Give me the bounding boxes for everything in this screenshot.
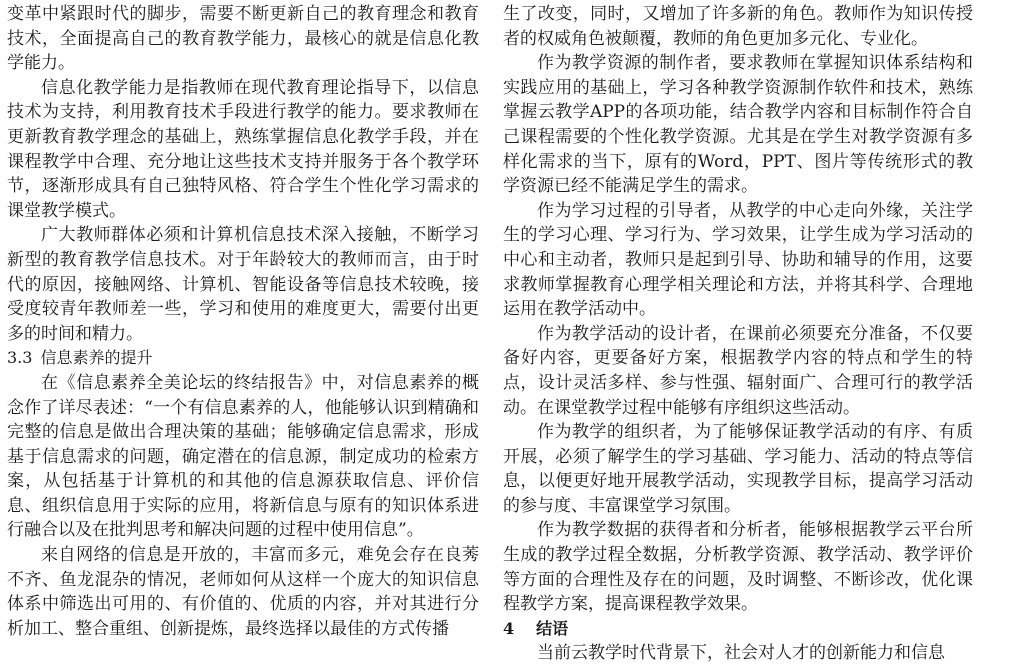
section-heading-3-3 [7, 346, 479, 371]
section-title: 结语 [536, 618, 569, 638]
paragraph: 生了改变，同时，又增加了许多新的角色。教师作为知识传授者的权威角色被颠覆，教师的角色更加多元化、专业化。 [503, 4, 973, 49]
right-column [503, 2, 973, 666]
paragraph: 作为教学数据的获得者和分析者，能够根据教学云平台所生成的教学过程全数据，分析教学资源、教学活动、教学评价等方面的合理性及存在的问题，及时调整、不断诊改，优化课程教学方案，提高课程教学效果。 [503, 520, 973, 615]
paragraph: 变革中紧跟时代的脚步，需要不断更新自己的教育理念和教育技术，全面提高自己的教育教学能力，最核心的就是信息化教学能力。 [7, 4, 479, 74]
section-number: 4 [503, 618, 515, 638]
section-title: 信息素养的提升 [40, 348, 153, 368]
left-column [7, 2, 479, 641]
paragraph: 信息化教学能力是指教师在现代教育理论指导下，以信息技术为支持，利用教育技术手段进行教学的能力。要求教师在更新教育教学理念的基础上，熟练掌握信息化教学手段，并在课程教学中合理、充分地让这些技术支持并服务于各个教学环节，逐渐形成具有自己独特风格、符合学生个性化学习需求的课堂教学模式。 [7, 77, 479, 221]
section-heading-4 [503, 617, 973, 642]
section-number: 3.3 [7, 348, 33, 368]
paragraph: 广大教师群体必须和计算机信息技术深入接触，不断学习新型的教育教学信息技术。对于年龄较大的教师而言，由于时代的原因，接触网络、计算机、智能设备等信息技术较晚，接受度较青年教师差一些，学习和使用的难度更大，需要付出更多的时间和精力。 [7, 225, 479, 344]
paragraph: 作为教学活动的设计者，在课前必须要充分准备，不仅要备好内容，更要备好方案，根据教学内容的特点和学生的特点，设计灵活多样、参与性强、辐射面广、合理可行的教学活动。在课堂教学过程中能够有序组织这些活动。 [503, 323, 973, 418]
paragraph: 来自网络的信息是开放的，丰富而多元，难免会存在良莠不齐、鱼龙混杂的情况，老师如何从这样一个庞大的知识信息体系中筛选出可用的、有价值的、优质的内容，并对其进行分析加工、整合重组、创新提炼，最终选择以最佳的方式传播 [7, 545, 479, 639]
paragraph: 作为教学的组织者，为了能够保证教学活动的有序、有质开展，必须了解学生的学习基础、学习能力、活动的特点等信息，以便更好地开展教学活动，实现教学目标，提高学习活动的参与度、丰富课堂学习氛围。 [503, 422, 973, 516]
paragraph: 作为学习过程的引导者，从教学的中心走向外缘，关注学生的学习心理、学习行为、学习效果，让学生成为学习活动的中心和主动者，教师只是起到引导、协助和辅导的作用，这要求教师掌握教育心理学相关理论和方法，并将其科学、合理地运用在教学活动中。 [503, 200, 973, 320]
paragraph: 当前云教学时代背景下，社会对人才的创新能力和信息 [537, 643, 945, 664]
paragraph: 作为教学资源的制作者，要求教师在掌握知识体系结构和实践应用的基础上，学习各种教学资源制作软件和技术，熟练掌握云教学APP的各项功能，结合教学内容和目标制作符合自己课程需要的个性化教学资源。尤其是在学生对教学资源有多样化需求的当下，原有的Word，PPT、图片等传统形式的教学资源已经不能满足学生的需求。 [503, 53, 973, 197]
paragraph: 在《信息素养全美论坛的终结报告》中，对信息素养的概念作了详尽表述：“一个有信息素养的人，他能够认识到精确和完整的信息是做出合理决策的基础；能够确定信息需求，形成基于信息需求的问题，确定潜在的信息源，制定成功的检索方案，从包括基于计算机的和其他的信息源获取信息、评价信息、组织信息用于实际的应用，将新信息与原有的知识体系进行融合以及在批判思考和解决问题的过程中使用信息”。 [7, 372, 479, 541]
